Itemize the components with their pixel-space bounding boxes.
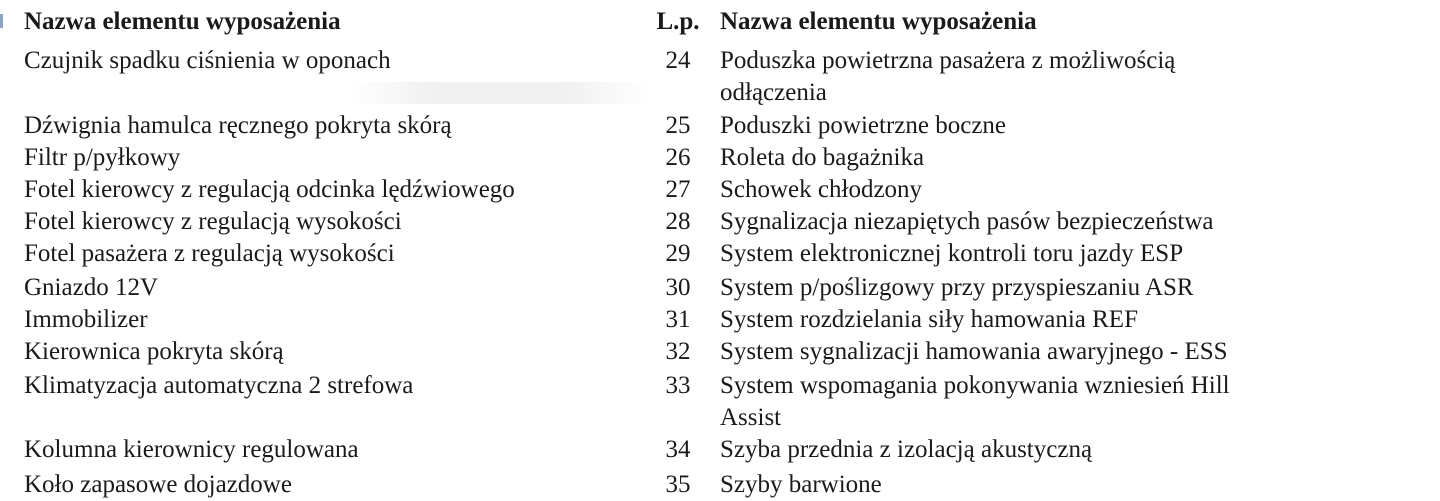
right-row: System wspomagania pokonywania wzniesień Hill	[720, 372, 1230, 399]
right-row-continuation: Assist	[720, 404, 782, 431]
left-row: Klimatyzacja automatyczna 2 strefowa	[24, 372, 414, 399]
row-lp: 28	[665, 208, 691, 235]
left-row: Kierownica pokryta skórą	[24, 338, 284, 365]
header-right-name: Nazwa elementu wyposażenia	[720, 8, 1037, 35]
left-row: Fotel kierowcy z regulacją wysokości	[24, 208, 402, 235]
left-row: Filtr p/pyłkowy	[24, 144, 181, 171]
right-row: Poduszki powietrzne boczne	[720, 112, 1007, 139]
left-row: Kolumna kierownicy regulowana	[24, 436, 359, 463]
right-row: Schowek chłodzony	[720, 176, 923, 203]
right-row: System elektronicznej kontroli toru jazdy ESP	[720, 240, 1184, 267]
right-row: System p/poślizgowy przy przyspieszaniu ASR	[720, 274, 1194, 301]
right-row-continuation: odłączenia	[720, 79, 827, 106]
left-row: Immobilizer	[24, 306, 148, 333]
row-lp: 31	[665, 306, 691, 333]
left-row: Dźwignia hamulca ręcznego pokryta skórą	[24, 112, 452, 139]
left-row: Gniazdo 12V	[24, 274, 158, 301]
left-row: Fotel kierowcy z regulacją odcinka lędźwiowego	[24, 176, 515, 203]
right-row: Poduszka powietrzna pasażera z możliwością	[720, 47, 1176, 74]
right-row: Sygnalizacja niezapiętych pasów bezpieczeństwa	[720, 208, 1214, 235]
right-row: Roleta do bagażnika	[720, 144, 925, 171]
row-lp: 30	[665, 274, 691, 301]
row-lp: 26	[665, 144, 691, 171]
right-row: System rozdzielania siły hamowania REF	[720, 306, 1138, 333]
row-lp: 24	[665, 47, 691, 74]
row-lp: 25	[665, 112, 691, 139]
right-row: Szyby barwione	[720, 471, 882, 498]
right-row: Szyba przednia z izolacją akustyczną	[720, 436, 1093, 463]
row-lp: 35	[665, 471, 691, 498]
row-lp: 32	[665, 338, 691, 365]
scan-smudge	[350, 82, 650, 104]
right-row: System sygnalizacji hamowania awaryjnego - ESS	[720, 338, 1228, 365]
left-row: Koło zapasowe dojazdowe	[24, 471, 292, 498]
row-lp: 34	[665, 436, 691, 463]
left-row: Fotel pasażera z regulacją wysokości	[24, 240, 395, 267]
left-row: Czujnik spadku ciśnienia w oponach	[24, 47, 391, 74]
header-lp: L.p.	[656, 8, 700, 35]
row-lp: 33	[665, 372, 691, 399]
row-lp: 27	[665, 176, 691, 203]
row-lp: 29	[665, 240, 691, 267]
header-left-name: Nazwa elementu wyposażenia	[24, 8, 341, 35]
page-edge-mark	[0, 14, 3, 28]
